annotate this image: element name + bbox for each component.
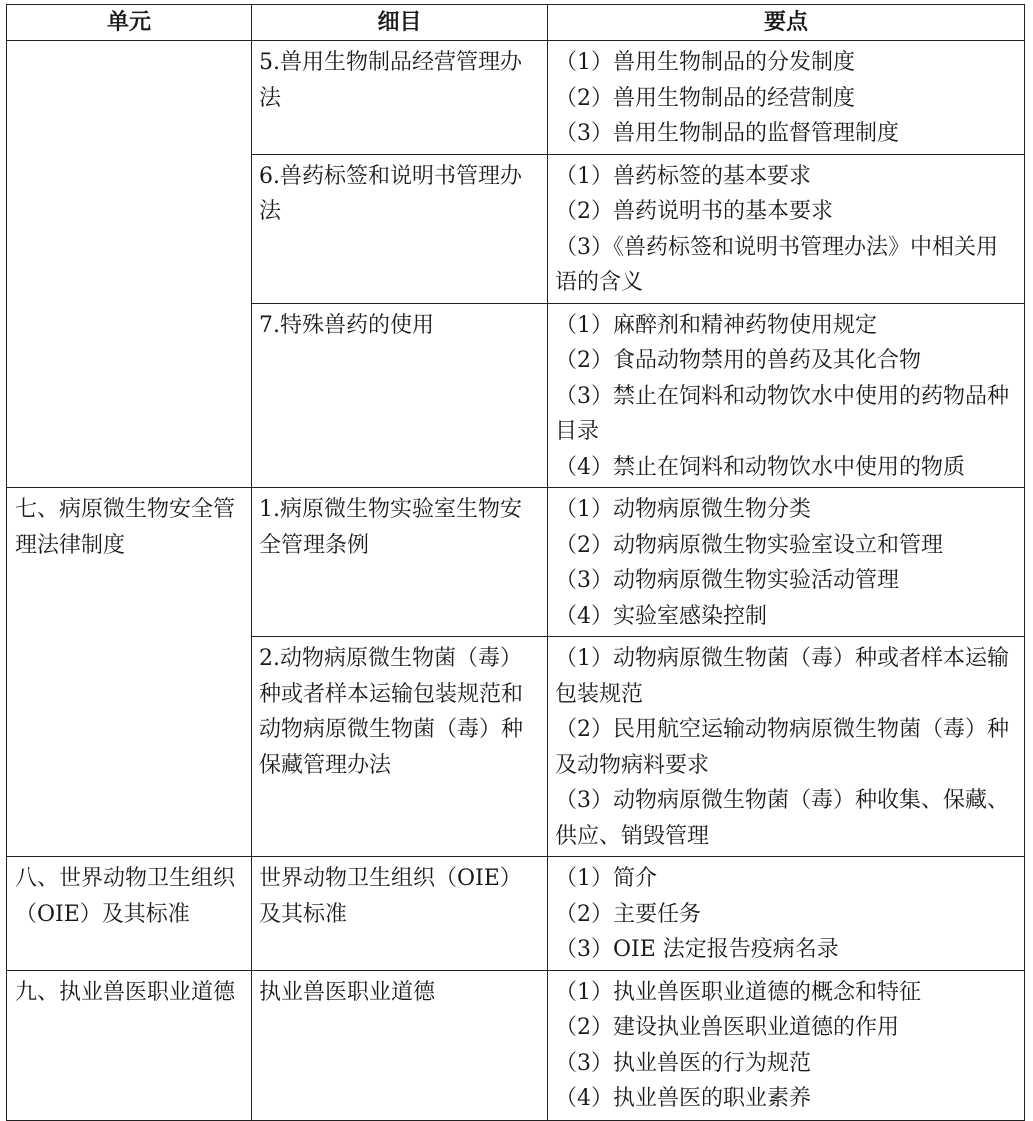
unit-cell: 七、病原微生物安全管理法律制度 [7, 488, 252, 857]
point-item: （3）动物病原微生物实验活动管理 [555, 568, 899, 593]
points-cell [548, 857, 1025, 971]
unit-cell: 八、世界动物卫生组织（OIE）及其标准 [7, 857, 252, 971]
points-cell [548, 154, 1025, 303]
table-row [7, 857, 1025, 971]
point-item: （2）兽用生物制品的经营制度 [555, 85, 855, 111]
unit-cell-continued [7, 41, 252, 488]
table-row [7, 970, 1025, 1120]
point-item: （3）《兽药标签和说明书管理办法》中相关用语的含义 [555, 234, 998, 295]
point-item: （3）动物病原微生物菌（毒）种收集、保藏、供应、销毁管理 [555, 788, 1009, 849]
detail-cell: 6.兽药标签和说明书管理办法 [252, 154, 548, 303]
point-item: （2）主要任务 [555, 901, 701, 927]
point-item: （1）兽用生物制品的分发制度 [555, 50, 855, 75]
detail-cell: 5.兽用生物制品经营管理办法 [252, 41, 548, 155]
point-item: （2）动物病原微生物实验室设立和管理 [555, 532, 943, 558]
detail-cell: 执业兽医职业道德 [252, 970, 548, 1120]
points-cell [548, 637, 1025, 857]
table-row [7, 488, 1025, 637]
point-item: （2）民用航空运输动物病原微生物菌（毒）种及动物病料要求 [555, 717, 1009, 778]
points-cell [548, 41, 1025, 155]
header-row [7, 5, 1025, 41]
detail-cell: 2.动物病原微生物菌（毒）种或者样本运输包装规范和动物病原微生物菌（毒）种保藏管理办法 [252, 637, 548, 857]
point-item: （1）动物病原微生物菌（毒）种或者样本运输包装规范 [555, 646, 1009, 707]
points-cell [548, 488, 1025, 637]
point-item: （3）执业兽医的行为规范 [555, 1050, 811, 1076]
detail-cell: 1.病原微生物实验室生物安全管理条例 [252, 488, 548, 637]
point-item: （1）执业兽医职业道德的概念和特征 [555, 979, 921, 1005]
point-item: （1）兽药标签的基本要求 [555, 163, 811, 189]
points-cell [548, 970, 1025, 1120]
point-item: （3）OIE 法定报告疫病名录 [555, 937, 839, 962]
header-points: 要点 [548, 5, 1025, 41]
header-unit: 单元 [7, 5, 252, 41]
point-item: （1）简介 [555, 866, 657, 891]
point-item: （3）兽用生物制品的监督管理制度 [555, 121, 899, 146]
syllabus-table [6, 4, 1025, 1121]
detail-cell: 世界动物卫生组织（OIE）及其标准 [252, 857, 548, 971]
header-detail: 细目 [252, 5, 548, 41]
point-item: （3）禁止在饲料和动物饮水中使用的药物品种目录 [555, 383, 1009, 444]
unit-cell: 九、执业兽医职业道德 [7, 970, 252, 1120]
table-row [7, 41, 1025, 155]
point-item: （2）建设执业兽医职业道德的作用 [555, 1015, 899, 1040]
point-item: （4）禁止在饲料和动物饮水中使用的物质 [555, 454, 965, 480]
points-cell [548, 303, 1025, 488]
point-item: （2）食品动物禁用的兽药及其化合物 [555, 348, 921, 373]
detail-cell: 7.特殊兽药的使用 [252, 303, 548, 488]
point-item: （4）实验室感染控制 [555, 603, 767, 629]
point-item: （2）兽药说明书的基本要求 [555, 199, 833, 224]
point-item: （1）动物病原微生物分类 [555, 497, 811, 522]
point-item: （1）麻醉剂和精神药物使用规定 [555, 312, 877, 338]
point-item: （4）执业兽医的职业素养 [555, 1086, 811, 1111]
